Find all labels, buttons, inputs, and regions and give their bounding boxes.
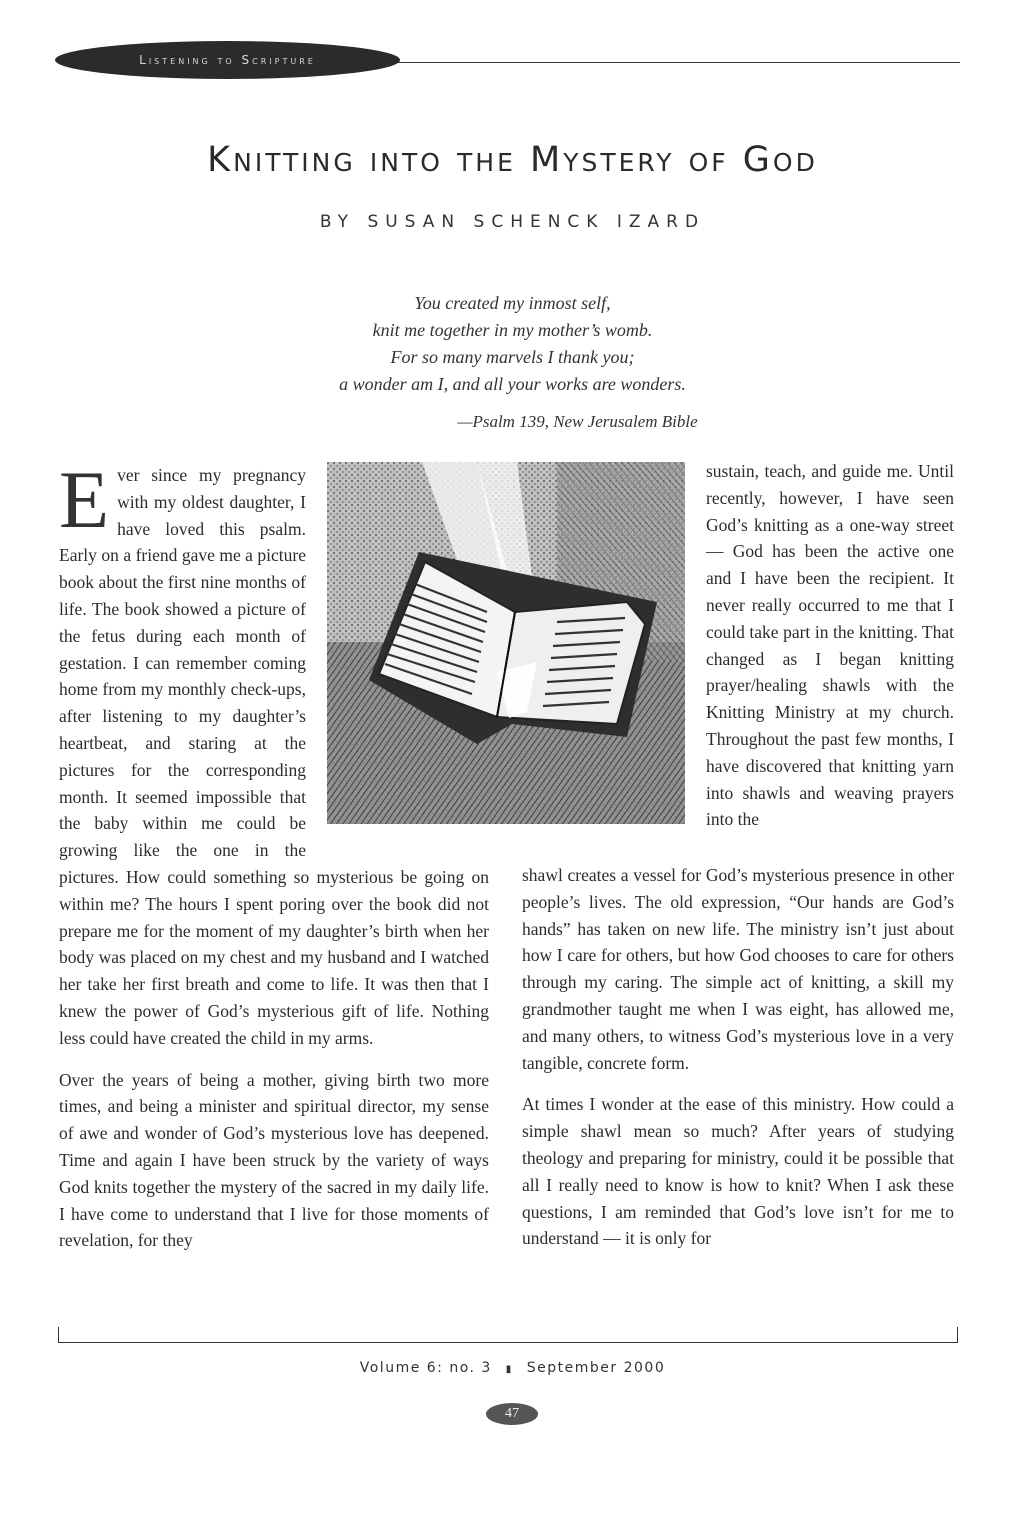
footer-issue-line xyxy=(40,1360,985,1376)
right-column-top xyxy=(706,458,954,833)
footer-rule xyxy=(58,1327,958,1343)
issue-number: Volume 6: no. 3 xyxy=(359,1360,492,1376)
epigraph-line: a wonder am I, and all your works are wonders. xyxy=(339,374,686,394)
paragraph-2: Over the years of being a mother, giving birth two more times, and being a minister and spiritual director, my sense of awe and wonder of God’s mysterious love has deepened. Time and again I have been struck by the variety of ways God knits together the mystery of the sacred in my daily life. I have come to understand that I live for those moments of revelation, for they xyxy=(59,1069,489,1251)
epigraph-source: —Psalm 139, New Jerusalem Bible xyxy=(457,412,698,431)
epigraph-line: knit me together in my mother’s womb. xyxy=(372,320,653,340)
paragraph-3: At times I wonder at the ease of this ministry. How could a simple shawl mean so much? After years of studying theology and preparing for ministry, could it be possible that all I really need to know is how to knit? When I ask these questions, I am reminded that God’s love isn’t for me to understand — it is only for xyxy=(522,1094,954,1249)
epigraph-line: For so many marvels I thank you; xyxy=(390,347,635,367)
drop-cap: E xyxy=(59,454,110,545)
article-byline: BY SUSAN SCHENCK IZARD xyxy=(319,212,706,232)
illustration-wrap xyxy=(306,462,489,840)
section-label: Listening to Scripture xyxy=(139,53,316,67)
epigraph xyxy=(200,290,825,398)
issue-date: September 2000 xyxy=(526,1360,666,1376)
paragraph-2-continued-2: shawl creates a vessel for God’s mysterious presence in other people’s lives. The old expression, “Our hands are God’s hands” has taken on new life. The ministry isn’t just about how I care for others, but how God chooses to care for others through my caring. The simple act of knitting, a skill my grandmother taught me when I was eight, has allowed me, and many others, to witness God’s mysterious love in a very tangible, concrete form. xyxy=(522,865,954,1073)
epigraph-line: You created my inmost self, xyxy=(414,293,611,313)
left-column xyxy=(59,454,489,1254)
right-column xyxy=(522,862,954,1252)
paragraph-1-text: ver since my pregnancy with my oldest daughter, I have loved this psalm. Early on a friend gave me a picture book about the first nine months of life. The book showed a picture of the fetus during each month of gestation. I can remember coming home from my monthly check-ups, after listening to my daughter’s heartbeat, and staring at the pictures for the corresponding month. It seemed impossible that the baby within me could be growing like the one in the pictures. How could something so mysterious be going on within me? The hours I spent poring over the book did not prepare me for the moment of my daughter’s birth when her body was placed on my chest and my husband and I watched her take her first breath and come to life. It was then that I knew the power of God’s mysterious gift of life. Nothing less could have created the child in my arms. xyxy=(59,465,489,1048)
paragraph-2-continued: sustain, teach, and guide me. Until recently, however, I have seen God’s knitting as a one-way street — God has been the active one and I have been the recipient. It never really occurred to me that I could take part in the knitting. That changed as I began knitting prayer/healing shawls with the Knitting Ministry at my church. Throughout the past few months, I have discovered that knitting yarn into shawls and weaving prayers into the xyxy=(706,461,954,830)
header-rule xyxy=(398,62,960,63)
separator: ▮ xyxy=(505,1364,513,1375)
article-title: Knitting into the Mystery of God xyxy=(207,140,818,180)
page-number: 47 xyxy=(486,1403,538,1425)
